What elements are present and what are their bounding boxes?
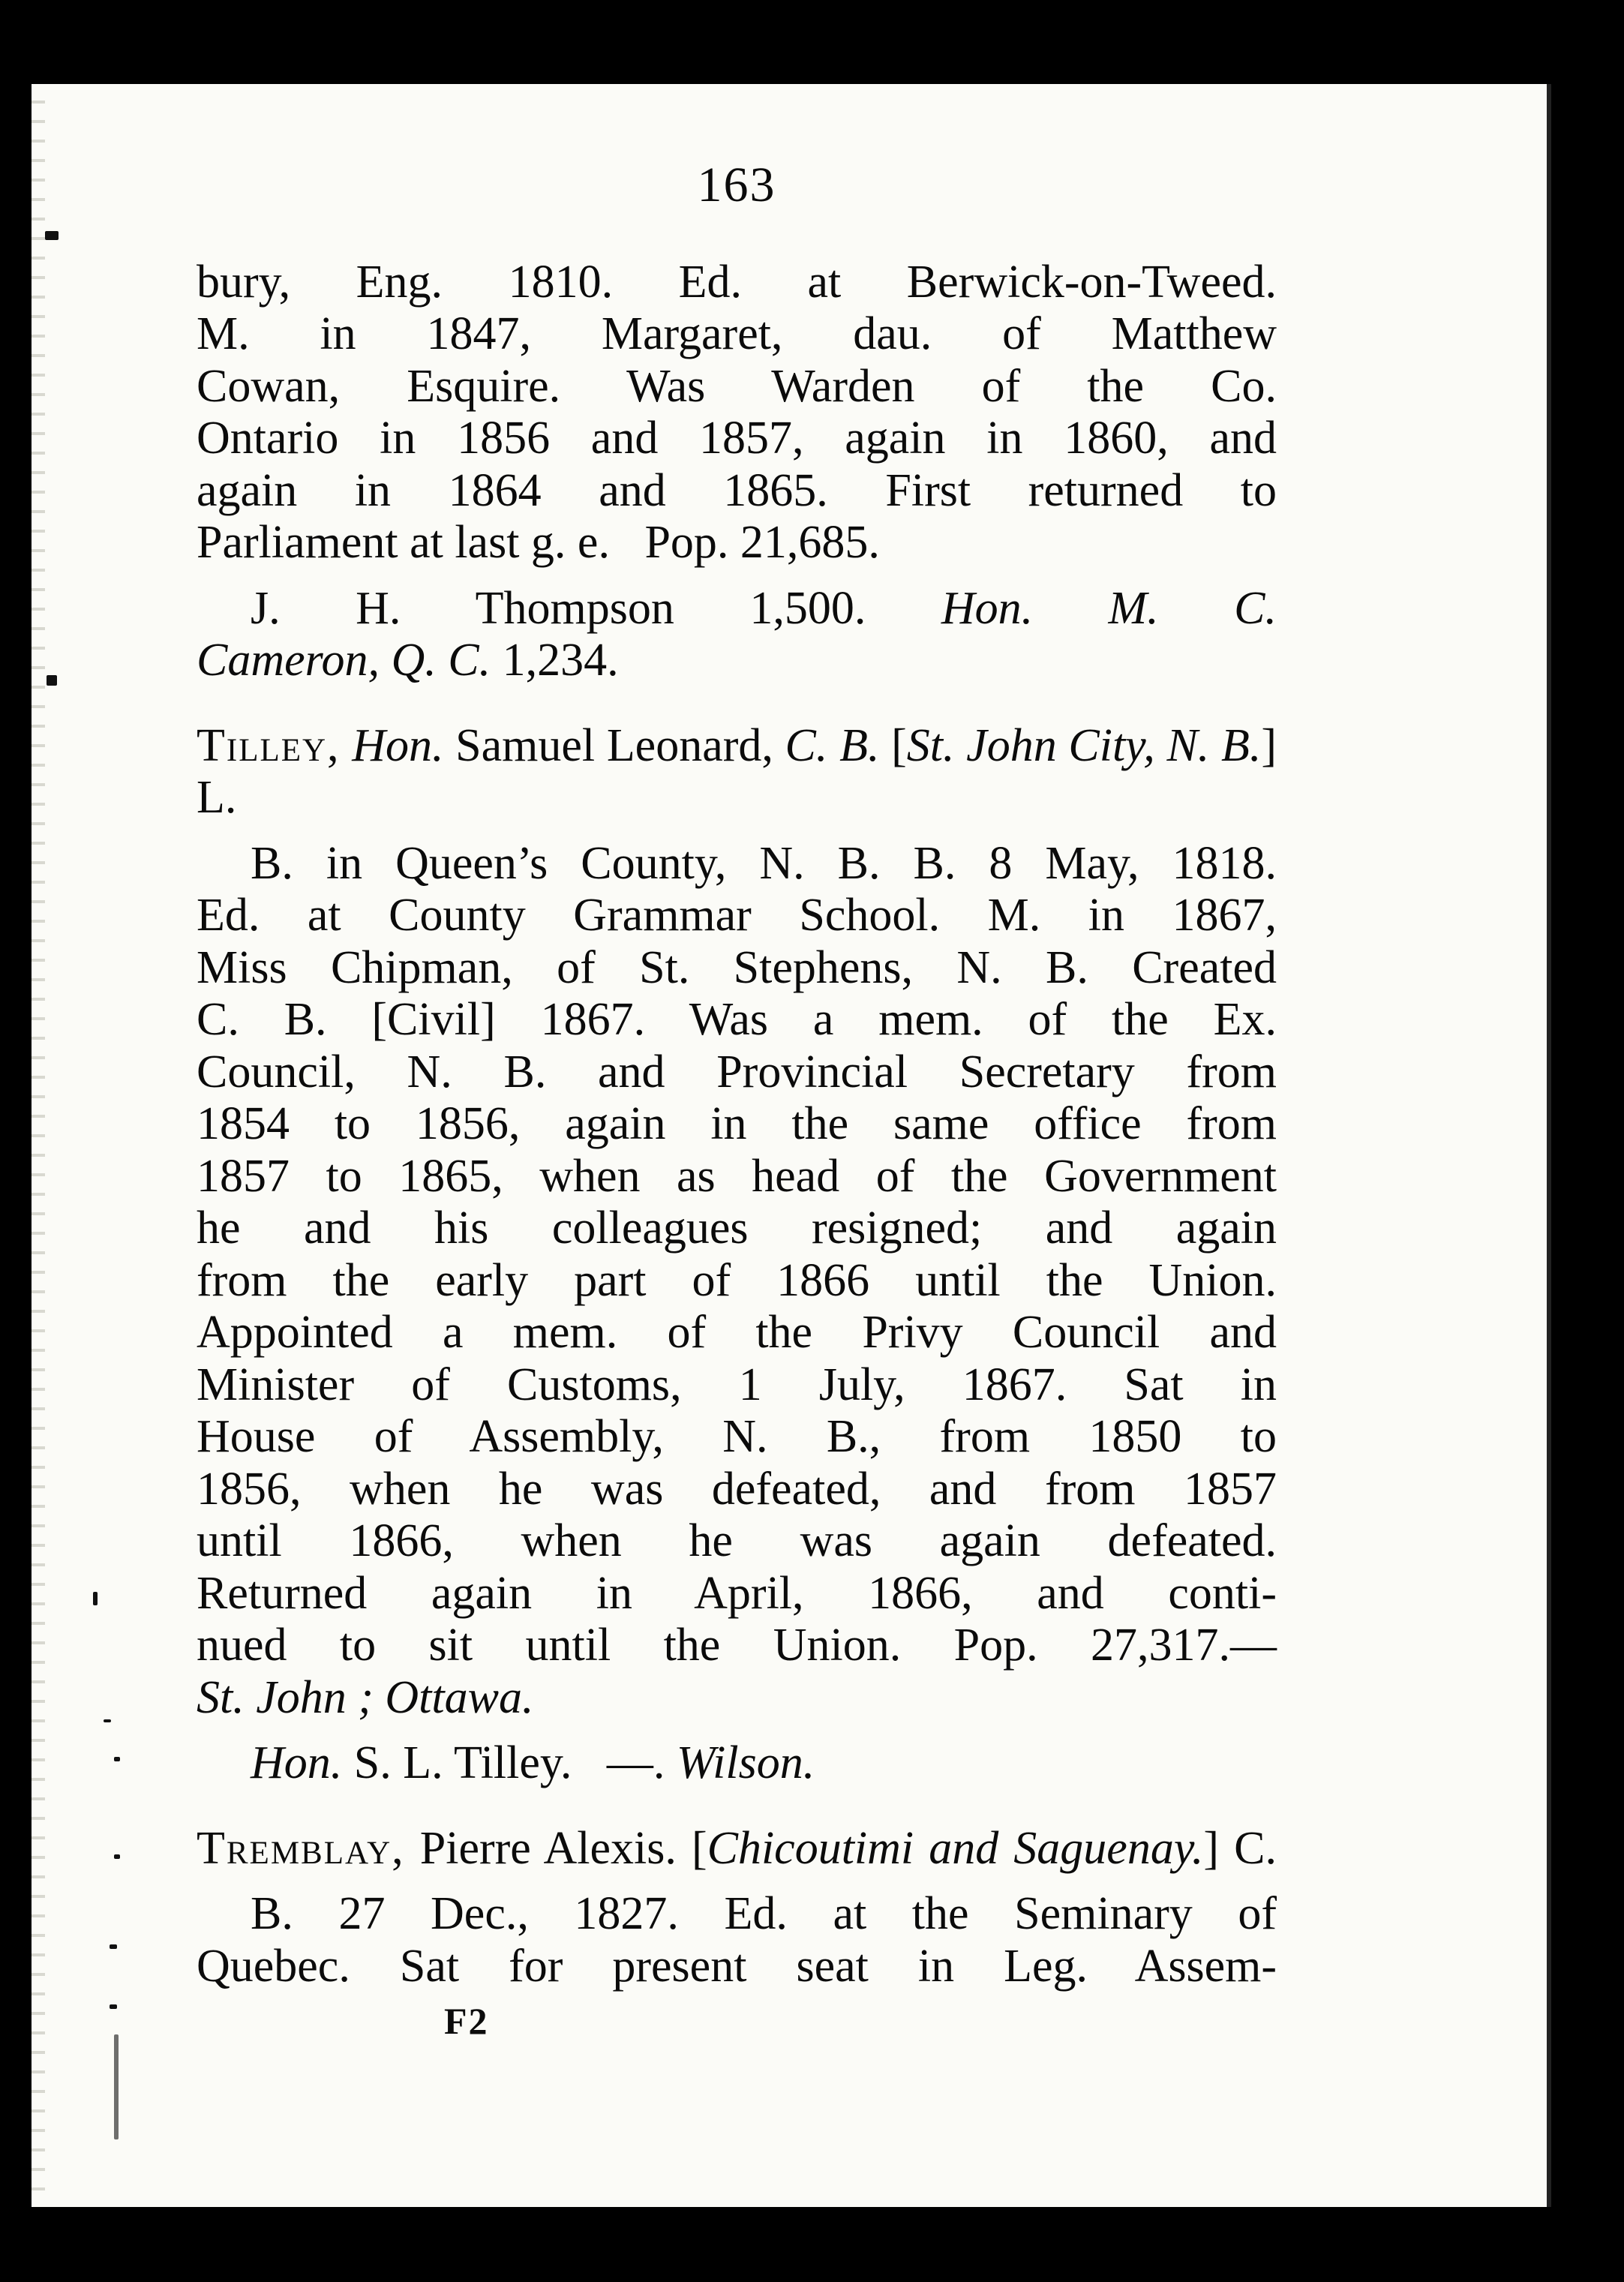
entry-heading-tremblay	[197, 1823, 1277, 1875]
runner-up: Wilson.	[676, 1737, 815, 1788]
bracket: ]	[1203, 1822, 1220, 1874]
election-result	[197, 583, 1277, 635]
surname: Tilley,	[197, 719, 341, 771]
book-page	[32, 84, 1551, 2207]
election-result-cont	[197, 635, 1277, 687]
bio-line: 1857 to 1865, when as head of the Government	[197, 1150, 1277, 1202]
entry-heading-tilley	[197, 720, 1277, 824]
bio-line: from the early part of 1866 until the Union.	[197, 1254, 1277, 1306]
bio-line: Quebec. Sat for present seat in Leg. Assem-	[197, 1940, 1277, 1992]
bio-line: House of Assembly, N. B., from 1850 to	[197, 1411, 1277, 1462]
towns: St. John ; Ottawa.	[197, 1671, 534, 1723]
ink-mark	[114, 2034, 119, 2139]
bracket: [	[691, 1822, 707, 1874]
bio-line: 1854 to 1856, again in the same office from	[197, 1098, 1277, 1149]
text-line	[197, 517, 1277, 569]
election-result	[197, 1737, 1277, 1790]
page-number: 163	[697, 158, 776, 212]
text-line: M. in 1847, Margaret, dau. of Matthew	[197, 308, 1277, 359]
ink-mark	[110, 1944, 117, 1949]
given-names: Samuel Leonard,	[455, 719, 773, 771]
bio-line	[197, 1620, 1277, 1672]
runner-up-cont: Cameron, Q. C.	[197, 635, 491, 686]
bio-line: 1856, when he was defeated, and from 1857	[197, 1463, 1277, 1515]
ink-mark	[45, 231, 59, 240]
page-text	[197, 159, 1277, 2048]
dash: —.	[606, 1737, 665, 1788]
text-fragment: nued to sit until the Union.	[197, 1620, 902, 1671]
bio-line: Returned again in April, 1866, and conti-	[197, 1567, 1277, 1619]
bio-line: Ed. at County Grammar School. M. in 1867,	[197, 890, 1277, 941]
given-names: Pierre Alexis.	[419, 1822, 677, 1874]
honorific: Hon.	[251, 1737, 343, 1788]
ink-mark	[114, 1854, 120, 1859]
surname: Tremblay,	[197, 1822, 405, 1874]
bracket: [	[891, 719, 907, 771]
ink-mark	[110, 2004, 117, 2009]
winner: J. H. Thompson 1,500.	[251, 582, 866, 634]
text-line: Ontario in 1856 and 1857, again in 1860, and	[197, 413, 1277, 464]
text-line: Cowan, Esquire. Was Warden of the Co.	[197, 360, 1277, 412]
bio-line: Minister of Customs, 1 July, 1867. Sat in	[197, 1359, 1277, 1410]
bio-line: Council, N. B. and Provincial Secretary from	[197, 1046, 1277, 1097]
bio-line: B. in Queen’s County, N. B. B. 8 May, 1818.	[251, 837, 1277, 889]
party: L.	[197, 772, 237, 823]
ink-mark	[93, 1592, 98, 1605]
honorific: Hon.	[352, 719, 444, 771]
bio-line: he and his colleagues resigned; and again	[197, 1203, 1277, 1254]
text-line: again in 1864 and 1865. First returned to	[197, 464, 1277, 516]
text-fragment: Parliament at last g. e.	[197, 517, 610, 568]
party: C.	[1234, 1822, 1277, 1874]
population: Pop. 21,685.	[644, 517, 880, 568]
bio-line: C. B. [Civil] 1867. Was a mem. of the Ex.	[197, 994, 1277, 1045]
bio-line: Appointed a mem. of the Privy Council and	[197, 1307, 1277, 1358]
printer-signature: F2	[444, 2000, 489, 2042]
constituency: Chicoutimi and Saguenay.	[707, 1822, 1204, 1874]
constituency: St. John City, N. B.	[906, 719, 1262, 771]
binding-edge	[32, 84, 45, 2207]
honours: C. B.	[785, 719, 880, 771]
runner-up-votes: 1,234.	[502, 635, 619, 686]
bio-line: until 1866, when he was again defeated.	[197, 1515, 1277, 1566]
ink-mark	[114, 1757, 120, 1761]
text-line: bury, Eng. 1810. Ed. at Berwick-on-Tweed.	[197, 256, 1277, 308]
bracket: ]	[1261, 719, 1277, 771]
population: Pop. 27,317.—	[953, 1620, 1277, 1671]
runner-up: Hon. M. C.	[941, 582, 1277, 634]
ink-mark	[104, 1719, 111, 1722]
ink-mark	[47, 675, 57, 686]
bio-line: B. 27 Dec., 1827. Ed. at the Seminary of	[251, 1888, 1277, 1939]
winner: S. L. Tilley.	[353, 1737, 572, 1788]
bio-line: Miss Chipman, of St. Stephens, N. B. Created	[197, 941, 1277, 993]
